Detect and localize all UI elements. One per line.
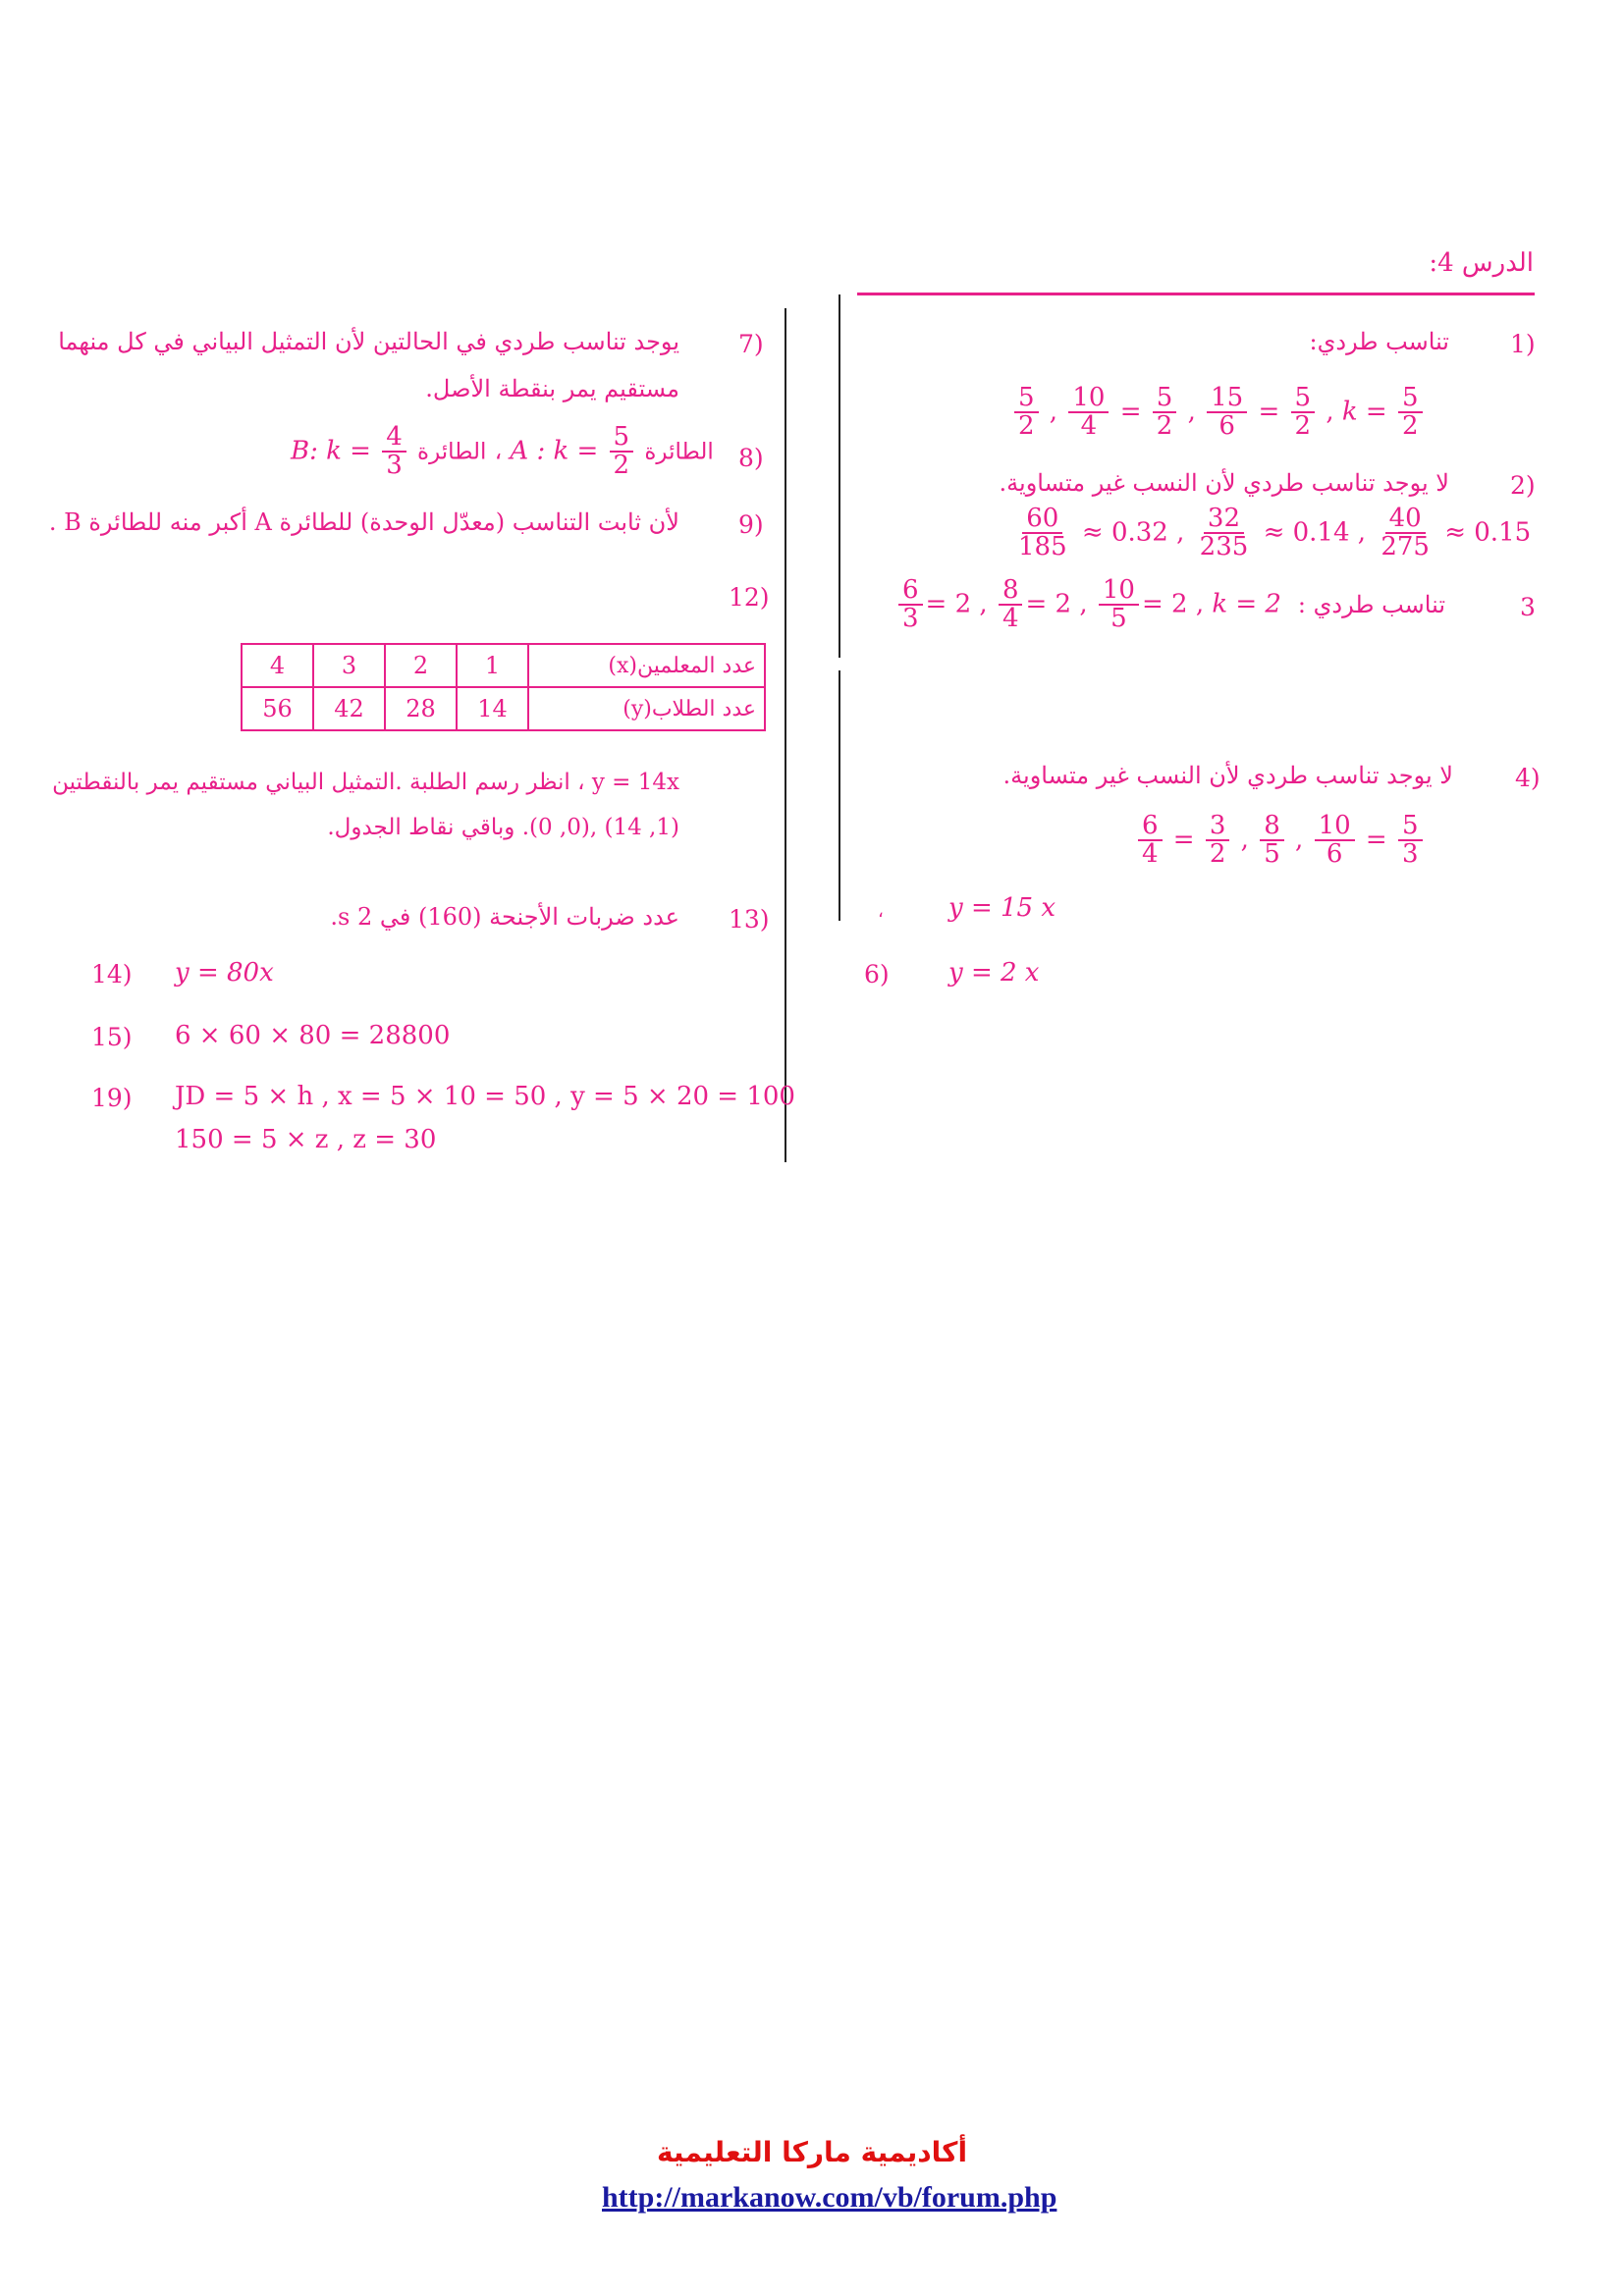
q3-text: تناسب طردي :: [1297, 591, 1445, 618]
right-column-divider-bottom: [839, 670, 840, 921]
left-column-divider: [785, 308, 786, 1162]
q3-number: 3: [1520, 593, 1536, 621]
table-row: 56 42 28 14 عدد الطلاب(y): [242, 687, 765, 730]
right-column-divider-top: [839, 294, 840, 658]
q12-line2: (1, 14) ,(0, 0). وباقي نقاط الجدول.: [327, 815, 679, 840]
q2-number: 2): [1510, 471, 1536, 500]
q12-number: 12): [729, 583, 770, 612]
q9-text: لأن ثابت التناسب (معدّل الوحدة) للطائرة A أكبر منه للطائرة B .: [48, 508, 679, 536]
q9-number: 9): [738, 510, 764, 539]
q4-math: $\frac{6}{4}$ = $\frac{3}{2}$ , $\frac{8}{5}$ , $\frac{10}{6}$ = $\frac{5}{3}$: [1135, 813, 1426, 869]
footer-title: أكاديمية ماركا التعليمية: [656, 2136, 968, 2168]
q12-table: [241, 643, 766, 731]
q7-line1: يوجد تناسب طردي في الحالتين لأن التمثيل البياني في كل منهما: [58, 328, 679, 355]
q1-number: 1): [1510, 330, 1536, 358]
q12-line1: y = 14x ، انظر رسم الطلبة .التمثيل البياني مستقيم يمر بالنقطتين: [52, 770, 679, 795]
q15-math: 6 × 60 × 80 = 28800: [175, 1021, 451, 1050]
footer-link[interactable]: http://markanow.com/vb/forum.php: [602, 2181, 1057, 2214]
q3-math: $\frac{6}{3}$ = 2 , $\frac{8}{4}$ = 2 , $\frac{10}{5}$ = 2 , k = 2: [895, 577, 1281, 633]
table-row: 4 3 2 1 عدد المعلمين(x): [242, 644, 765, 687]
q7-line2: مستقيم يمر بنقطة الأصل.: [425, 375, 679, 402]
q2-text: لا يوجد تناسب طردي لأن النسب غير متساوية.: [999, 469, 1449, 497]
q6-number: 6): [864, 960, 890, 988]
q6-math: y = 2 x: [948, 958, 1040, 988]
q7-number: 7): [738, 330, 764, 358]
q1-math: $\frac{5}{2}$ , $\frac{10}{4}$ = $\frac{5}{2}$ , $\frac{15}{6}$ = $\frac{5}{2}$ , k = $\frac{5}{2}$: [1011, 385, 1426, 441]
q19-line2: 150 = 5 × z , z = 30: [175, 1125, 437, 1154]
q19-number: 19): [91, 1084, 133, 1112]
q8-math: B: k = $\frac{4}{3}$ الطائرة ، A : k = $\frac{5}{2}$ الطائرة: [291, 422, 714, 481]
lesson-title: الدرس 4:: [1429, 248, 1534, 278]
q5-math: y = 15 x: [948, 893, 1056, 923]
q8-number: 8): [738, 444, 764, 472]
q4-number: 4): [1515, 764, 1541, 792]
q2-math: $\frac{60}{185}$ ≈ 0.32 , $\frac{32}{235}$ ≈ 0.14 , $\frac{40}{275}$ ≈ 0.15: [1018, 504, 1532, 562]
q14-math: y = 80x: [175, 958, 274, 988]
q19-line1: JD = 5 × h , x = 5 × 10 = 50 , y = 5 × 20 = 100: [175, 1082, 795, 1111]
header-rule: [857, 293, 1535, 295]
q15-number: 15): [91, 1023, 133, 1051]
q5-mark: ،: [878, 901, 884, 922]
q14-number: 14): [91, 960, 133, 988]
q1-text: تناسب طردي:: [1309, 328, 1449, 355]
q4-text: لا يوجد تناسب طردي لأن النسب غير متساوية.: [1002, 762, 1453, 789]
q13-number: 13): [729, 905, 770, 934]
q13-text: عدد ضربات الأجنحة (160) في 2 s.: [330, 903, 679, 931]
